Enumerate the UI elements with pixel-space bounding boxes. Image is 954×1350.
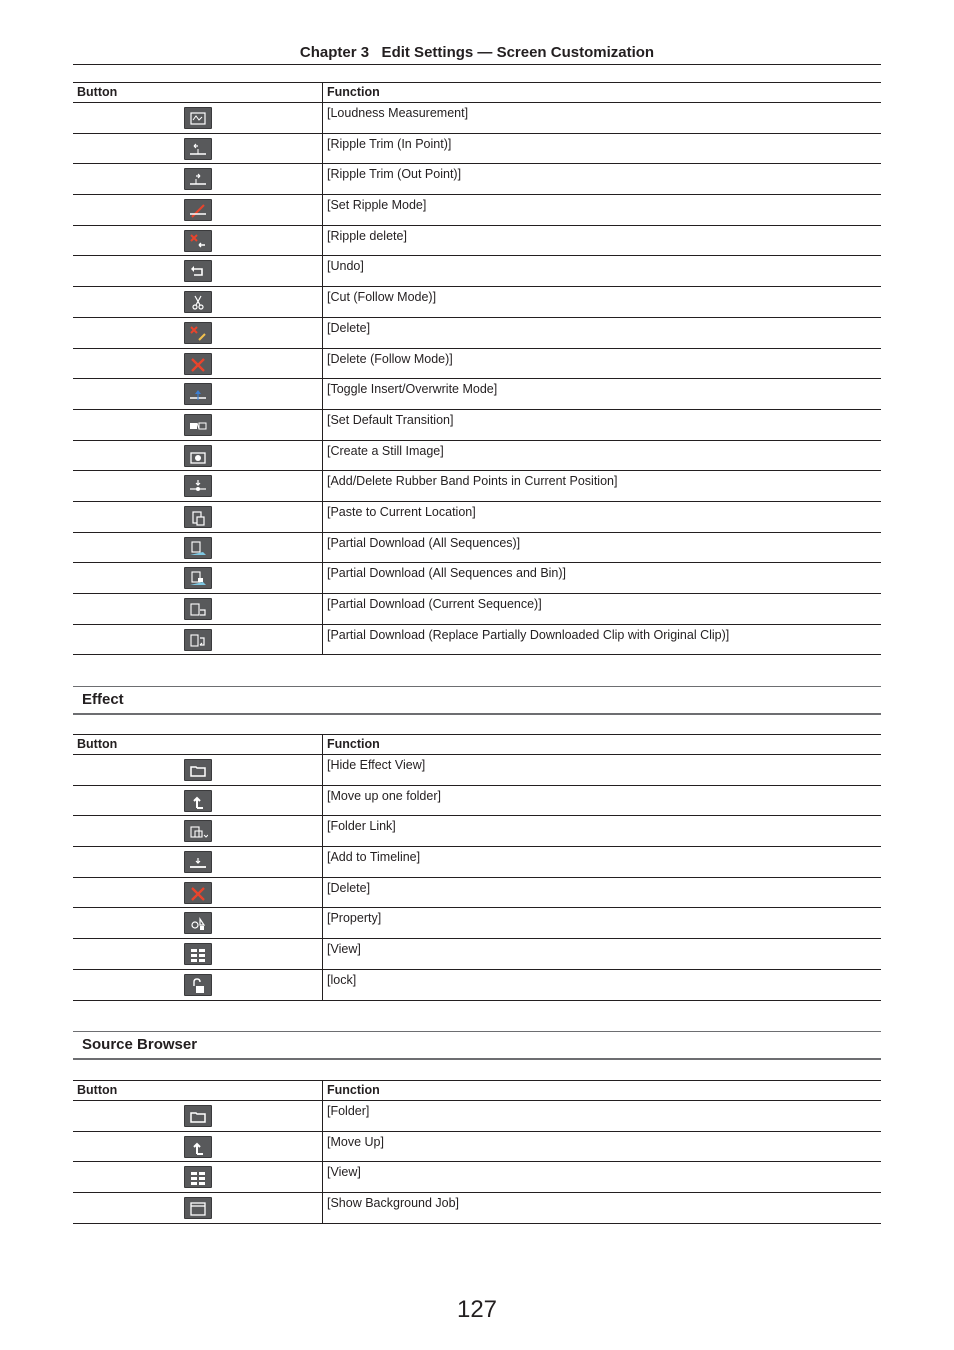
folder-link-icon — [184, 820, 212, 842]
button-cell — [73, 379, 323, 410]
button-cell — [73, 594, 323, 625]
button-cell — [73, 164, 323, 195]
lock-icon — [184, 974, 212, 996]
button-cell — [73, 501, 323, 532]
button-cell — [73, 348, 323, 379]
function-label: [Undo] — [323, 256, 882, 287]
function-label: [Move Up] — [323, 1131, 882, 1162]
button-cell — [73, 256, 323, 287]
button-cell — [73, 908, 323, 939]
button-cell — [73, 877, 323, 908]
function-label: [Partial Download (All Sequences and Bin)] — [323, 563, 882, 594]
chapter-header — [73, 44, 881, 65]
folder-icon — [184, 759, 212, 781]
table-row — [73, 1131, 881, 1162]
table-row — [73, 847, 881, 878]
button-cell — [73, 471, 323, 502]
function-label: [Paste to Current Location] — [323, 501, 882, 532]
table-row — [73, 969, 881, 1000]
loudness-meter-icon — [184, 107, 212, 129]
insert-overwrite-icon — [184, 383, 212, 405]
folder-icon — [184, 1105, 212, 1127]
button-cell — [73, 440, 323, 471]
function-label: [Set Ripple Mode] — [323, 195, 882, 226]
table-row — [73, 563, 881, 594]
table-row — [73, 908, 881, 939]
table-row — [73, 409, 881, 440]
button-cell — [73, 287, 323, 318]
function-label: [Add/Delete Rubber Band Points in Current Position] — [323, 471, 882, 502]
view-grid-icon — [184, 1166, 212, 1188]
table-row — [73, 939, 881, 970]
folder-up-icon — [184, 790, 212, 812]
table-row — [73, 317, 881, 348]
function-label: [Cut (Follow Mode)] — [323, 287, 882, 318]
button-cell — [73, 225, 323, 256]
timeline-buttons-table — [73, 82, 881, 655]
column-header-function: Function — [323, 1081, 882, 1101]
button-cell — [73, 133, 323, 164]
button-cell — [73, 409, 323, 440]
button-cell — [73, 317, 323, 348]
property-icon — [184, 912, 212, 934]
function-label: [Loudness Measurement] — [323, 103, 882, 134]
view-grid-icon — [184, 943, 212, 965]
chapter-title: Chapter 3 Edit Settings — Screen Customization — [299, 44, 655, 61]
function-label: [Add to Timeline] — [323, 847, 882, 878]
function-label: [Folder] — [323, 1101, 882, 1132]
function-label: [Delete] — [323, 317, 882, 348]
scissors-icon — [184, 291, 212, 313]
button-cell — [73, 785, 323, 816]
ripple-trim-out-icon — [184, 168, 212, 190]
background-job-icon — [184, 1197, 212, 1219]
table-row — [73, 532, 881, 563]
button-cell — [73, 1162, 323, 1193]
folder-up-icon — [184, 1136, 212, 1158]
function-label: [Toggle Insert/Overwrite Mode] — [323, 379, 882, 410]
function-label: [View] — [323, 1162, 882, 1193]
function-label: [Property] — [323, 908, 882, 939]
table-row — [73, 225, 881, 256]
section-title: Effect — [82, 691, 124, 708]
button-cell — [73, 1131, 323, 1162]
rubber-band-point-icon — [184, 475, 212, 497]
table-row — [73, 287, 881, 318]
add-to-timeline-icon — [184, 851, 212, 873]
button-cell — [73, 195, 323, 226]
table-row — [73, 1193, 881, 1224]
table-row — [73, 133, 881, 164]
section-heading-effect — [73, 686, 881, 715]
source-browser-buttons-table — [73, 1080, 881, 1224]
paste-icon — [184, 506, 212, 528]
button-cell — [73, 847, 323, 878]
table-row — [73, 785, 881, 816]
table-row — [73, 195, 881, 226]
table-row — [73, 256, 881, 287]
section-heading-source-browser — [73, 1031, 881, 1060]
effect-buttons-table — [73, 734, 881, 1001]
function-label: [View] — [323, 939, 882, 970]
function-label: [Move up one folder] — [323, 785, 882, 816]
table-row — [73, 471, 881, 502]
ripple-trim-in-icon — [184, 138, 212, 160]
ripple-delete-icon — [184, 230, 212, 252]
delete-x-icon — [184, 882, 212, 904]
table-row — [73, 624, 881, 655]
function-label: [Ripple delete] — [323, 225, 882, 256]
function-label: [Hide Effect View] — [323, 755, 882, 786]
button-cell — [73, 755, 323, 786]
page-number: 127 — [456, 1296, 498, 1323]
function-label: [Partial Download (All Sequences)] — [323, 532, 882, 563]
table-row — [73, 816, 881, 847]
replace-clip-icon — [184, 629, 212, 651]
button-cell — [73, 624, 323, 655]
column-header-button: Button — [73, 735, 323, 755]
function-label: [Partial Download (Current Sequence)] — [323, 594, 882, 625]
button-cell — [73, 1193, 323, 1224]
table-row — [73, 379, 881, 410]
table-row — [73, 594, 881, 625]
function-label: [Delete] — [323, 877, 882, 908]
camera-icon — [184, 445, 212, 467]
table-row — [73, 1162, 881, 1193]
table-row — [73, 1101, 881, 1132]
button-cell — [73, 563, 323, 594]
button-cell — [73, 103, 323, 134]
section-title: Source Browser — [82, 1036, 198, 1053]
undo-icon — [184, 260, 212, 282]
delete-pencil-icon — [184, 322, 212, 344]
function-label: [lock] — [323, 969, 882, 1000]
delete-x-icon — [184, 353, 212, 375]
function-label: [Partial Download (Replace Partially Downloaded Clip with Original Clip)] — [323, 624, 882, 655]
button-cell — [73, 816, 323, 847]
column-header-function: Function — [323, 735, 882, 755]
button-cell — [73, 939, 323, 970]
function-label: [Ripple Trim (In Point)] — [323, 133, 882, 164]
button-cell — [73, 532, 323, 563]
function-label: [Create a Still Image] — [323, 440, 882, 471]
default-transition-icon — [184, 414, 212, 436]
table-row — [73, 103, 881, 134]
function-label: [Delete (Follow Mode)] — [323, 348, 882, 379]
button-cell — [73, 1101, 323, 1132]
function-label: [Set Default Transition] — [323, 409, 882, 440]
function-label: [Ripple Trim (Out Point)] — [323, 164, 882, 195]
table-row — [73, 164, 881, 195]
column-header-button: Button — [73, 83, 323, 103]
function-label: [Folder Link] — [323, 816, 882, 847]
download-current-sequence-icon — [184, 598, 212, 620]
column-header-function: Function — [323, 83, 882, 103]
table-row — [73, 501, 881, 532]
set-ripple-mode-icon — [184, 199, 212, 221]
download-sequences-bin-icon — [184, 567, 212, 589]
download-all-sequences-icon — [184, 537, 212, 559]
button-cell — [73, 969, 323, 1000]
table-row — [73, 755, 881, 786]
table-row — [73, 877, 881, 908]
function-label: [Show Background Job] — [323, 1193, 882, 1224]
table-row — [73, 348, 881, 379]
table-row — [73, 440, 881, 471]
column-header-button: Button — [73, 1081, 323, 1101]
